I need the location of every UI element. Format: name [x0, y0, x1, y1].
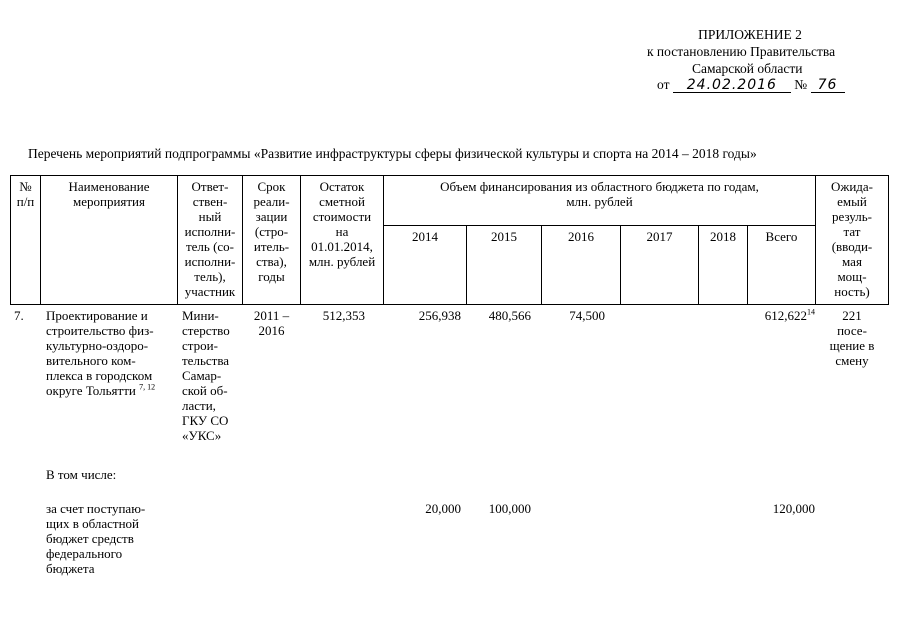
header-expected-result: Ожида- емый резуль- тат (вводи- мая мощ- ность): [830, 179, 874, 299]
footnote-ref: 14: [807, 307, 815, 317]
number-label: №: [794, 77, 808, 92]
decree-line-1: к постановлению Правительства: [647, 44, 836, 59]
decree-date-line: [657, 77, 845, 93]
table-top-border: [10, 175, 889, 176]
footnote-ref: 7, 12: [139, 382, 156, 392]
federal-row-2015: 100,000: [488, 501, 531, 516]
row7-2016: 74,500: [569, 308, 605, 323]
decree-line-2: Самарской области: [692, 61, 803, 76]
header-remaining-cost: Остаток сметной стоимости на 01.01.2014, млн. рублей: [308, 179, 376, 269]
col-border: [888, 175, 889, 305]
header-year-2014: 2014: [412, 229, 438, 244]
row7-name: Проектирование и строительство физ- культурно-оздоро- вительного ком- плекса в городском округе Тольятти $^{7, 12}$: [46, 308, 156, 398]
header-year-2015: 2015: [491, 229, 517, 244]
header-name: Наименование мероприятия: [68, 179, 150, 209]
header-total: Всего: [765, 229, 798, 244]
years-divider: [383, 225, 815, 226]
header-year-2018: 2018: [710, 229, 736, 244]
federal-row-2014: 20,000: [425, 501, 461, 516]
header-responsible: Ответ- ствен- ный исполни- тель (со- исполни- тель), участник: [184, 179, 236, 299]
from-label: от: [657, 77, 670, 92]
federal-row-total: 120,000: [772, 501, 815, 516]
row7-total: 612,622$^{14}$: [764, 307, 815, 323]
header-financing: Объем финансирования из областного бюджета по годам, млн. рублей: [440, 179, 759, 209]
row7-2015: 480,566: [488, 308, 531, 323]
handwritten-date: 24.02.2016: [673, 78, 791, 93]
row7-result: 221 посе- щение в смену: [829, 308, 875, 368]
row7-responsible: Мини- стерство строи- тельства Самар- ской об- ласти, ГКУ СО «УКС»: [182, 308, 230, 443]
including-label: В том числе:: [46, 467, 117, 482]
header-term: Срок реали- зации (стро- итель- ства), годы: [253, 179, 290, 284]
row7-remaining: 512,353: [322, 308, 365, 323]
header-num: № п/п: [16, 179, 35, 209]
federal-row-name: за счет поступаю- щих в областной бюджет средств федерального бюджета: [46, 501, 146, 576]
row7-2014: 256,938: [418, 308, 461, 323]
appendix-heading: ПРИЛОЖЕНИЕ 2: [698, 27, 802, 42]
row7-num: 7.: [14, 308, 24, 323]
header-year-2017: 2017: [646, 229, 673, 244]
handwritten-number: 76: [811, 78, 845, 93]
header-year-2016: 2016: [568, 229, 594, 244]
header-bottom-border: [10, 304, 889, 305]
row7-term: 2011 – 2016: [253, 308, 290, 338]
document-title: Перечень мероприятий подпрограммы «Развитие инфраструктуры сферы физической культуры и спорта на 2014 – 2018 годы»: [28, 146, 757, 161]
